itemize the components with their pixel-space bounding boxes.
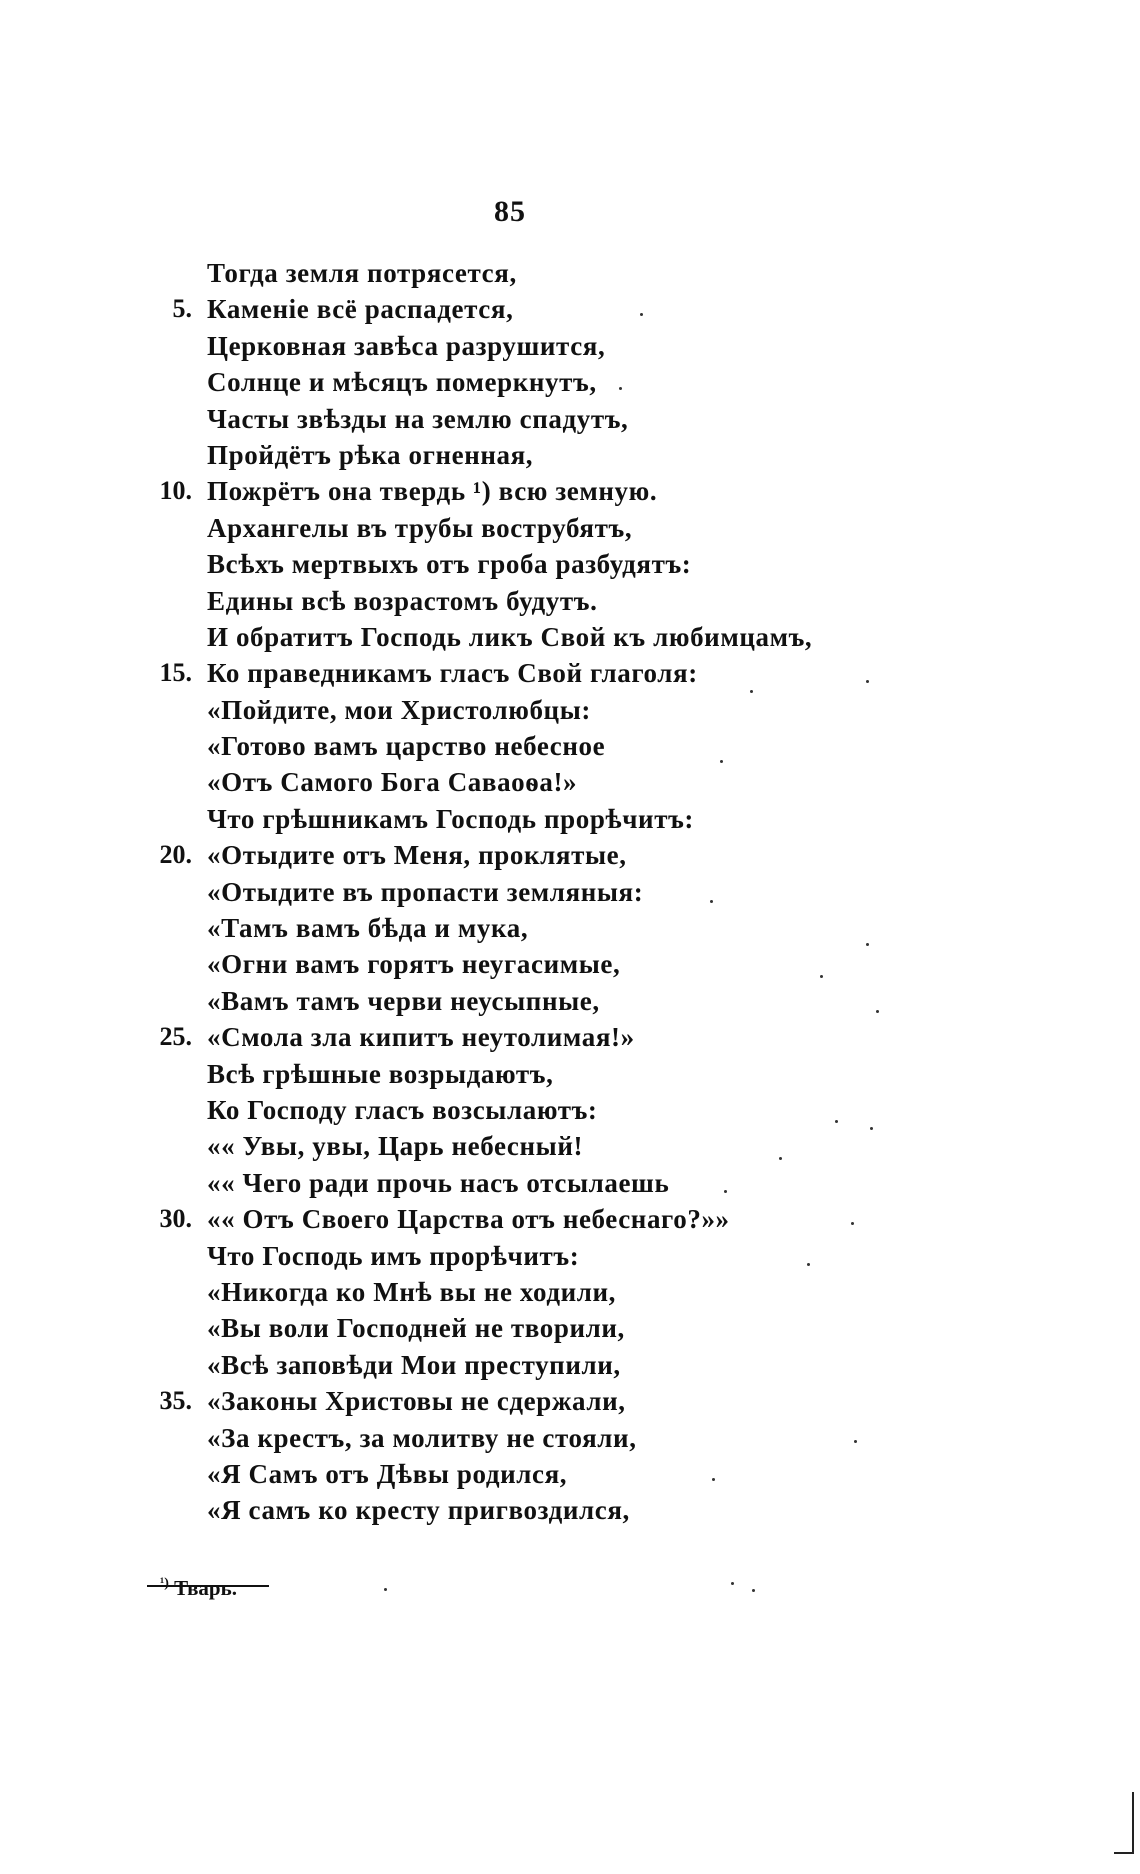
line-text: «Огни вамъ горятъ неугасимые, xyxy=(207,949,621,980)
print-speck xyxy=(712,1478,715,1481)
line-text: «« Отъ Своего Царства отъ небеснаго?»» xyxy=(207,1204,730,1235)
print-speck xyxy=(866,680,869,683)
line-text: Всѣхъ мертвыхъ отъ гроба разбудятъ: xyxy=(207,549,692,580)
poem-line xyxy=(0,874,1140,910)
print-speck xyxy=(752,1589,755,1592)
poem-line xyxy=(0,546,1140,582)
poem-line xyxy=(0,1056,1140,1092)
crop-mark xyxy=(1114,1792,1134,1854)
line-text: И обратитъ Господь ликъ Свой къ любимцамъ, xyxy=(207,621,813,652)
poem-line xyxy=(0,401,1140,437)
print-speck xyxy=(779,1157,782,1160)
line-text: «« Увы, увы, Царь небесный! xyxy=(207,1131,584,1162)
line-text: Всѣ грѣшные возрыдаютъ, xyxy=(207,1058,554,1089)
line-text: Едины всѣ возрастомъ будутъ. xyxy=(207,585,598,616)
print-speck xyxy=(835,1120,838,1123)
print-speck xyxy=(619,387,622,390)
line-text: «Я Самъ отъ Дѣвы родился, xyxy=(207,1458,568,1489)
line-number: 30. xyxy=(159,1204,192,1234)
line-text: Что Господь имъ прорѣчитъ: xyxy=(207,1240,580,1271)
print-speck xyxy=(640,313,643,316)
footnote-marker: ¹) xyxy=(160,1576,169,1591)
page-number: 85 xyxy=(494,195,526,228)
poem-line xyxy=(0,801,1140,837)
poem-line xyxy=(0,1420,1140,1456)
poem-line xyxy=(0,946,1140,982)
line-text: Часты звѣзды на землю спадутъ, xyxy=(207,403,629,434)
poem-line xyxy=(0,583,1140,619)
line-text: «Никогда ко Мнѣ вы не ходили, xyxy=(207,1276,616,1307)
line-text: «Готово вамъ царство небесное xyxy=(207,731,606,762)
poem-line xyxy=(0,291,1140,327)
print-speck xyxy=(731,1582,734,1585)
print-speck xyxy=(807,1263,810,1266)
line-text: Пожрётъ она твердь ¹) всю земную. xyxy=(207,476,658,507)
poem-line xyxy=(0,619,1140,655)
poem-line xyxy=(0,1310,1140,1346)
line-text: Каменіе всё распадется, xyxy=(207,294,514,325)
poem-line xyxy=(0,1201,1140,1237)
line-text: «За крестъ, за молитву не стояли, xyxy=(207,1422,637,1453)
poem-line xyxy=(0,510,1140,546)
line-text: Церковная завѣса разрушится, xyxy=(207,330,606,361)
footnote-text: Тварь. xyxy=(174,1576,237,1600)
line-text: Архангелы въ трубы вострубятъ, xyxy=(207,512,633,543)
line-text: «Всѣ заповѣди Мои преступили, xyxy=(207,1349,621,1380)
poem-line xyxy=(0,1492,1140,1528)
line-text: Тогда земля потрясется, xyxy=(207,258,517,288)
line-number: 35. xyxy=(159,1386,192,1416)
line-text: «« Чего ради прочь насъ отсылаешь xyxy=(207,1167,670,1198)
line-text: «Отъ Самого Бога Саваоѳа!» xyxy=(207,767,578,798)
poem-line xyxy=(0,1238,1140,1274)
poem-line xyxy=(0,1019,1140,1055)
line-text: Ко Господу гласъ возсылаютъ: xyxy=(207,1094,598,1125)
line-text: «Тамъ вамъ бѣда и мука, xyxy=(207,913,529,944)
line-text: Что грѣшникамъ Господь прорѣчитъ: xyxy=(207,803,695,834)
print-speck xyxy=(720,760,723,763)
line-text: «Я самъ ко кресту пригвоздился, xyxy=(207,1495,630,1526)
print-speck xyxy=(820,975,823,978)
print-speck xyxy=(851,1222,854,1225)
poem-line xyxy=(0,1347,1140,1383)
poem-line xyxy=(0,364,1140,400)
line-text: «Отыдите въ пропасти земляныя: xyxy=(207,876,644,907)
poem-line xyxy=(0,328,1140,364)
poem-line xyxy=(0,692,1140,728)
line-text: «Вы воли Господней не творили, xyxy=(207,1313,625,1344)
print-speck xyxy=(710,900,713,903)
print-speck xyxy=(384,1588,387,1591)
poem-line xyxy=(0,1165,1140,1201)
poem-line xyxy=(0,655,1140,691)
print-speck xyxy=(870,1127,873,1130)
line-text: Ко праведникамъ гласъ Свой глаголя: xyxy=(207,658,698,689)
poem-line xyxy=(0,255,1140,291)
poem-line xyxy=(0,1274,1140,1310)
line-number: 20. xyxy=(159,840,192,870)
poem-line xyxy=(0,764,1140,800)
print-speck xyxy=(866,943,869,946)
print-speck xyxy=(876,1010,879,1013)
line-text: «Вамъ тамъ черви неусыпные, xyxy=(207,985,600,1016)
line-number: 15. xyxy=(159,658,192,688)
poem-line xyxy=(0,1456,1140,1492)
line-text: Солнце и мѣсяцъ померкнутъ, xyxy=(207,367,597,398)
footnote xyxy=(160,1576,237,1601)
line-text: «Законы Христовы не сдержали, xyxy=(207,1386,626,1417)
print-speck xyxy=(724,1190,727,1193)
poem-line xyxy=(0,983,1140,1019)
poem-line xyxy=(0,728,1140,764)
line-text: «Пойдите, мои Христолюбцы: xyxy=(207,694,591,725)
poem-line xyxy=(0,837,1140,873)
line-number: 25. xyxy=(159,1022,192,1052)
line-text: Пройдётъ рѣка огненная, xyxy=(207,439,534,470)
line-number: 10. xyxy=(159,476,192,506)
print-speck xyxy=(750,690,753,693)
line-number: 5. xyxy=(172,294,192,324)
poem-line xyxy=(0,473,1140,509)
poem-line xyxy=(0,437,1140,473)
poem-line xyxy=(0,910,1140,946)
line-text: «Отыдите отъ Меня, проклятые, xyxy=(207,840,627,871)
print-speck xyxy=(854,1440,857,1443)
poem-text xyxy=(0,255,1140,1529)
line-text: «Смола зла кипитъ неутолимая!» xyxy=(207,1022,635,1053)
poem-line xyxy=(0,1092,1140,1128)
poem-line xyxy=(0,1128,1140,1164)
poem-line xyxy=(0,1383,1140,1419)
